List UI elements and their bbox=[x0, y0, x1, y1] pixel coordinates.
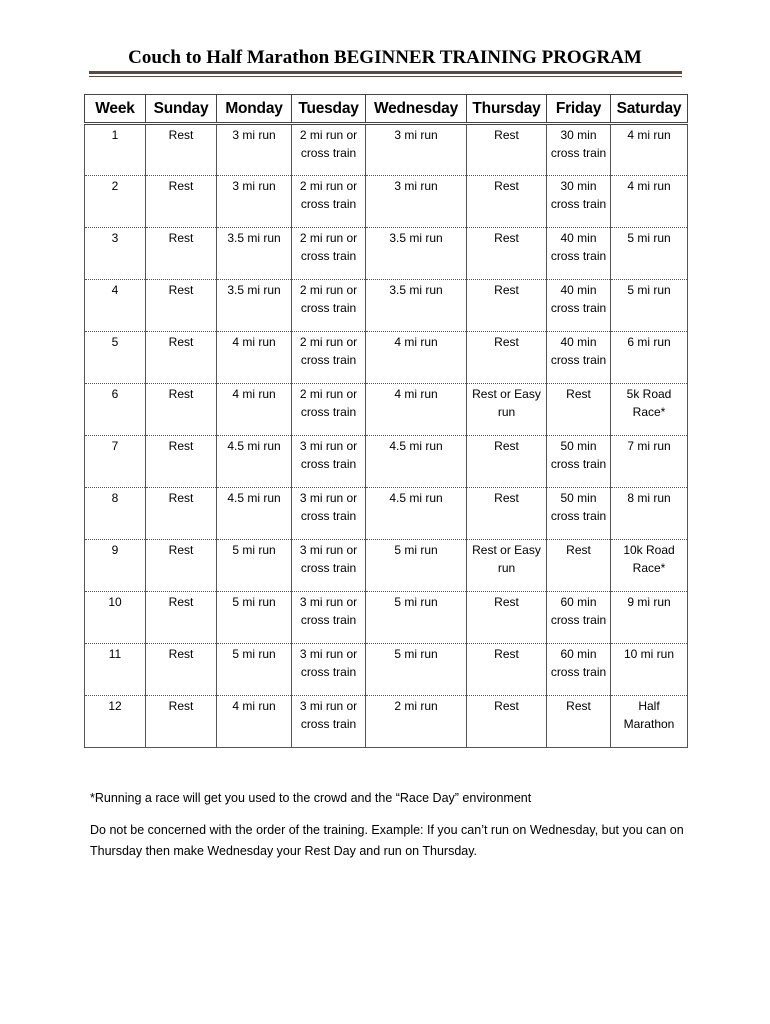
cell-friday: 30 min cross train bbox=[547, 124, 611, 176]
cell-wednesday: 4 mi run bbox=[366, 332, 467, 384]
cell-week: 11 bbox=[85, 644, 146, 696]
table-row bbox=[85, 332, 688, 384]
header-thursday: Thursday bbox=[467, 95, 547, 124]
header-friday: Friday bbox=[547, 95, 611, 124]
cell-saturday: 5 mi run bbox=[611, 280, 688, 332]
cell-wednesday: 2 mi run bbox=[366, 696, 467, 748]
table-row bbox=[85, 436, 688, 488]
cell-friday: 50 min cross train bbox=[547, 488, 611, 540]
cell-week: 6 bbox=[85, 384, 146, 436]
cell-wednesday: 4 mi run bbox=[366, 384, 467, 436]
order-note: Do not be concerned with the order of the training. Example: If you can’t run on Wednesday, but you can on Thursday then make Wednesday your Rest Day and run on Thursday. bbox=[90, 823, 684, 858]
cell-saturday: 6 mi run bbox=[611, 332, 688, 384]
cell-monday: 3 mi run bbox=[217, 124, 292, 176]
header-monday: Monday bbox=[217, 95, 292, 124]
cell-wednesday: 3.5 mi run bbox=[366, 280, 467, 332]
table-row bbox=[85, 644, 688, 696]
cell-saturday: 4 mi run bbox=[611, 176, 688, 228]
cell-sunday: Rest bbox=[146, 176, 217, 228]
cell-friday: Rest bbox=[547, 384, 611, 436]
cell-friday: 60 min cross train bbox=[547, 644, 611, 696]
cell-wednesday: 3 mi run bbox=[366, 124, 467, 176]
cell-tuesday: 3 mi run or cross train bbox=[292, 592, 366, 644]
cell-monday: 5 mi run bbox=[217, 540, 292, 592]
cell-friday: Rest bbox=[547, 696, 611, 748]
cell-thursday: Rest bbox=[467, 280, 547, 332]
table-row bbox=[85, 280, 688, 332]
cell-thursday: Rest bbox=[467, 436, 547, 488]
cell-wednesday: 4.5 mi run bbox=[366, 488, 467, 540]
cell-thursday: Rest bbox=[467, 488, 547, 540]
header-tuesday: Tuesday bbox=[292, 95, 366, 124]
cell-wednesday: 3.5 mi run bbox=[366, 228, 467, 280]
cell-saturday: 5 mi run bbox=[611, 228, 688, 280]
cell-thursday: Rest bbox=[467, 176, 547, 228]
cell-week: 7 bbox=[85, 436, 146, 488]
cell-friday: 40 min cross train bbox=[547, 280, 611, 332]
cell-week: 12 bbox=[85, 696, 146, 748]
title-rule-thin bbox=[89, 76, 682, 77]
cell-week: 2 bbox=[85, 176, 146, 228]
cell-tuesday: 3 mi run or cross train bbox=[292, 644, 366, 696]
cell-tuesday: 3 mi run or cross train bbox=[292, 488, 366, 540]
cell-sunday: Rest bbox=[146, 696, 217, 748]
cell-tuesday: 2 mi run or cross train bbox=[292, 228, 366, 280]
cell-friday: 40 min cross train bbox=[547, 332, 611, 384]
table-row bbox=[85, 384, 688, 436]
header-saturday: Saturday bbox=[611, 95, 688, 124]
cell-sunday: Rest bbox=[146, 592, 217, 644]
cell-week: 8 bbox=[85, 488, 146, 540]
cell-monday: 4 mi run bbox=[217, 384, 292, 436]
cell-monday: 4.5 mi run bbox=[217, 436, 292, 488]
cell-sunday: Rest bbox=[146, 228, 217, 280]
cell-saturday: 10k Road Race* bbox=[611, 540, 688, 592]
cell-week: 5 bbox=[85, 332, 146, 384]
table-row bbox=[85, 540, 688, 592]
cell-friday: 30 min cross train bbox=[547, 176, 611, 228]
header-week: Week bbox=[85, 95, 146, 124]
table-header-row bbox=[85, 95, 688, 124]
cell-sunday: Rest bbox=[146, 124, 217, 176]
cell-sunday: Rest bbox=[146, 384, 217, 436]
cell-sunday: Rest bbox=[146, 436, 217, 488]
cell-tuesday: 3 mi run or cross train bbox=[292, 540, 366, 592]
race-footnote: *Running a race will get you used to the crowd and the “Race Day” environment bbox=[90, 791, 532, 805]
cell-tuesday: 2 mi run or cross train bbox=[292, 176, 366, 228]
cell-monday: 4 mi run bbox=[217, 332, 292, 384]
cell-tuesday: 2 mi run or cross train bbox=[292, 384, 366, 436]
cell-sunday: Rest bbox=[146, 644, 217, 696]
table-row bbox=[85, 696, 688, 748]
cell-thursday: Rest bbox=[467, 124, 547, 176]
cell-wednesday: 5 mi run bbox=[366, 592, 467, 644]
cell-wednesday: 3 mi run bbox=[366, 176, 467, 228]
cell-saturday: 9 mi run bbox=[611, 592, 688, 644]
cell-sunday: Rest bbox=[146, 540, 217, 592]
cell-tuesday: 2 mi run or cross train bbox=[292, 332, 366, 384]
cell-week: 1 bbox=[85, 124, 146, 176]
cell-monday: 3.5 mi run bbox=[217, 280, 292, 332]
table-row bbox=[85, 592, 688, 644]
table-row bbox=[85, 124, 688, 176]
table-row bbox=[85, 488, 688, 540]
cell-monday: 4 mi run bbox=[217, 696, 292, 748]
page-title: Couch to Half Marathon BEGINNER TRAINING PROGRAM bbox=[128, 47, 642, 68]
cell-wednesday: 5 mi run bbox=[366, 644, 467, 696]
cell-thursday: Rest bbox=[467, 228, 547, 280]
cell-wednesday: 4.5 mi run bbox=[366, 436, 467, 488]
cell-thursday: Rest bbox=[467, 592, 547, 644]
cell-saturday: 10 mi run bbox=[611, 644, 688, 696]
cell-tuesday: 2 mi run or cross train bbox=[292, 280, 366, 332]
cell-week: 4 bbox=[85, 280, 146, 332]
table-row bbox=[85, 228, 688, 280]
cell-thursday: Rest bbox=[467, 332, 547, 384]
cell-saturday: 5k Road Race* bbox=[611, 384, 688, 436]
cell-sunday: Rest bbox=[146, 280, 217, 332]
cell-monday: 4.5 mi run bbox=[217, 488, 292, 540]
cell-monday: 5 mi run bbox=[217, 644, 292, 696]
cell-tuesday: 2 mi run or cross train bbox=[292, 124, 366, 176]
cell-tuesday: 3 mi run or cross train bbox=[292, 436, 366, 488]
cell-friday: Rest bbox=[547, 540, 611, 592]
cell-thursday: Rest bbox=[467, 644, 547, 696]
cell-monday: 3.5 mi run bbox=[217, 228, 292, 280]
cell-saturday: 7 mi run bbox=[611, 436, 688, 488]
cell-monday: 5 mi run bbox=[217, 592, 292, 644]
cell-friday: 50 min cross train bbox=[547, 436, 611, 488]
cell-thursday: Rest bbox=[467, 696, 547, 748]
cell-thursday: Rest or Easy run bbox=[467, 384, 547, 436]
cell-thursday: Rest or Easy run bbox=[467, 540, 547, 592]
cell-week: 3 bbox=[85, 228, 146, 280]
cell-saturday: 8 mi run bbox=[611, 488, 688, 540]
header-wednesday: Wednesday bbox=[366, 95, 467, 124]
header-sunday: Sunday bbox=[146, 95, 217, 124]
title-rule-thick bbox=[89, 71, 682, 74]
cell-sunday: Rest bbox=[146, 332, 217, 384]
table-row bbox=[85, 176, 688, 228]
cell-sunday: Rest bbox=[146, 488, 217, 540]
cell-friday: 40 min cross train bbox=[547, 228, 611, 280]
cell-wednesday: 5 mi run bbox=[366, 540, 467, 592]
cell-week: 9 bbox=[85, 540, 146, 592]
cell-week: 10 bbox=[85, 592, 146, 644]
cell-saturday: Half Marathon bbox=[611, 696, 688, 748]
cell-monday: 3 mi run bbox=[217, 176, 292, 228]
cell-saturday: 4 mi run bbox=[611, 124, 688, 176]
training-table bbox=[84, 94, 688, 748]
cell-friday: 60 min cross train bbox=[547, 592, 611, 644]
cell-tuesday: 3 mi run or cross train bbox=[292, 696, 366, 748]
